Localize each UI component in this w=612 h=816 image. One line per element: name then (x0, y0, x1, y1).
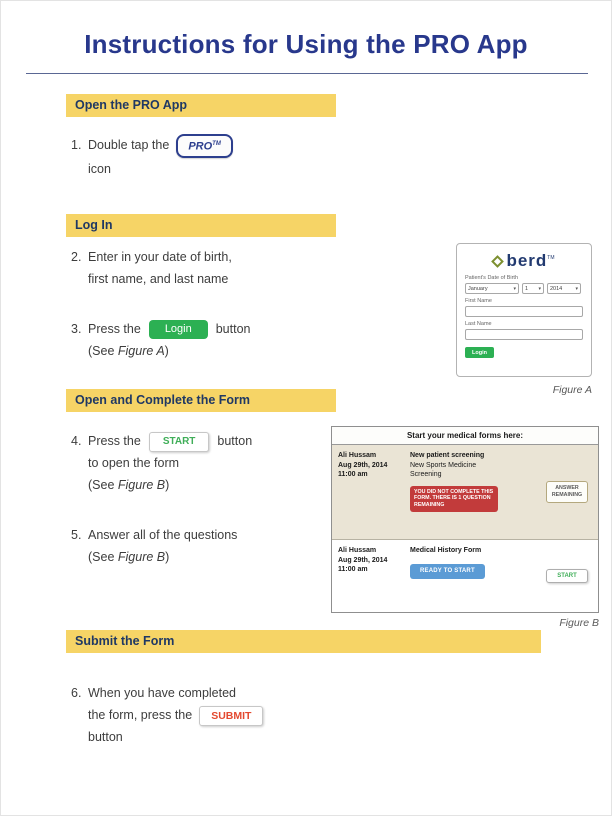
appointment-date: Aug 29th, 2014 (338, 556, 388, 564)
step-1-text: Double tap the (88, 138, 170, 153)
title-divider (26, 73, 588, 74)
section-header-open-form: Open and Complete the Form (66, 389, 336, 412)
appointment-time: 11:00 am (338, 471, 368, 478)
form-details (406, 540, 536, 612)
step-4-close: ) (165, 478, 170, 492)
step-5-number: 5. (71, 528, 82, 542)
patient-name: Ali Hussam (338, 547, 377, 554)
day-select-value: 1 (525, 285, 529, 292)
form-details (406, 445, 536, 539)
step-4-text: Press the (88, 434, 141, 448)
step-2-text-2: first name, and last name (88, 272, 229, 286)
step-1 (71, 134, 233, 180)
figure-b-reference: Figure B (117, 478, 166, 492)
month-select-value: January (468, 285, 488, 292)
step-5-text: Answer all of the questions (88, 528, 238, 542)
step-2-text: Enter in your date of birth, (88, 250, 232, 264)
step-3-see: (See (88, 344, 118, 358)
section-header-open-app: Open the PRO App (66, 94, 336, 117)
step-4 (71, 430, 252, 496)
patient-info (332, 445, 406, 539)
form-title: New patient screening (410, 452, 485, 459)
page-title: Instructions for Using the PRO App (84, 29, 528, 59)
step-6-number: 6. (71, 686, 82, 700)
figure-a-reference: Figure A (117, 344, 165, 358)
step-3-text: Press the (88, 322, 141, 336)
chevron-down-icon: ▾ (513, 285, 516, 292)
incomplete-status-badge: YOU DID NOT COMPLETE THIS FORM. THERE IS 1 QUESTION REMAINING (410, 486, 498, 512)
figure-b-start-button: START (546, 569, 588, 583)
ready-status-badge: READY TO START (410, 564, 485, 580)
step-6 (71, 682, 270, 748)
step-3-close: ) (164, 344, 169, 358)
dob-label: Patient's Date of Birth (465, 275, 519, 281)
step-4-number: 4. (71, 434, 82, 448)
dob-selects (465, 283, 583, 294)
form-subtitle: New Sports Medicine Screening (410, 461, 477, 478)
first-name-label: First Name (465, 298, 492, 304)
year-select (547, 283, 581, 294)
berd-logo (465, 251, 583, 271)
step-5-see: (See (88, 550, 118, 564)
year-select-value: 2014 (550, 285, 563, 292)
step-4-text-3: to open the form (88, 456, 180, 470)
step-3 (71, 318, 251, 362)
form-action-cell (536, 445, 598, 539)
step-2 (71, 246, 232, 290)
step-3-number: 3. (71, 322, 82, 336)
last-name-field (465, 329, 583, 340)
form-row-medical-history (332, 540, 598, 612)
figure-b-caption: Figure B (559, 617, 599, 629)
forms-list-header: Start your medical forms here: (332, 427, 598, 445)
berd-logo-text: berd (506, 251, 548, 270)
step-4-text-2: button (217, 434, 253, 448)
berd-diamond-icon (492, 255, 505, 268)
pro-app-icon-label: PRO (188, 140, 213, 153)
figure-a-caption: Figure A (552, 384, 592, 396)
pro-tm-superscript: TM (212, 141, 221, 147)
step-2-number: 2. (71, 250, 82, 264)
step-6-text-2: the form, press the (88, 708, 193, 722)
form-row-screening (332, 445, 598, 540)
login-button-illustration: Login (149, 320, 208, 339)
patient-name: Ali Hussam (338, 452, 377, 459)
step-6-text-3: button (88, 730, 123, 744)
step-6-text: When you have completed (88, 686, 237, 700)
form-action-cell (536, 540, 598, 612)
month-select (465, 283, 519, 294)
patient-info (332, 540, 406, 612)
pro-app-icon (176, 134, 233, 158)
figure-b-reference: Figure B (117, 550, 166, 564)
step-3-text-2: button (215, 322, 251, 336)
section-header-log-in: Log In (66, 214, 336, 237)
first-name-field (465, 306, 583, 317)
last-name-label: Last Name (465, 321, 492, 327)
step-1-number: 1. (71, 138, 82, 152)
start-button-illustration: START (149, 432, 210, 452)
figure-b (331, 426, 599, 613)
section-header-submit-form: Submit the Form (66, 630, 541, 653)
step-5 (71, 524, 237, 568)
form-title: Medical History Form (410, 547, 482, 554)
appointment-time: 11:00 am (338, 566, 368, 573)
step-5-close: ) (165, 550, 170, 564)
figure-a (456, 243, 592, 377)
step-4-see: (See (88, 478, 118, 492)
figure-a-login-button: Login (465, 347, 494, 358)
berd-tm-mark: TM (547, 254, 555, 261)
chevron-down-icon: ▾ (538, 285, 541, 292)
submit-button-illustration: SUBMIT (199, 706, 263, 726)
answer-remaining-button: ANSWER REMAINING (546, 481, 588, 503)
chevron-down-icon: ▾ (575, 285, 578, 292)
step-1-text-2: icon (88, 161, 111, 176)
day-select (522, 283, 544, 294)
appointment-date: Aug 29th, 2014 (338, 461, 388, 469)
